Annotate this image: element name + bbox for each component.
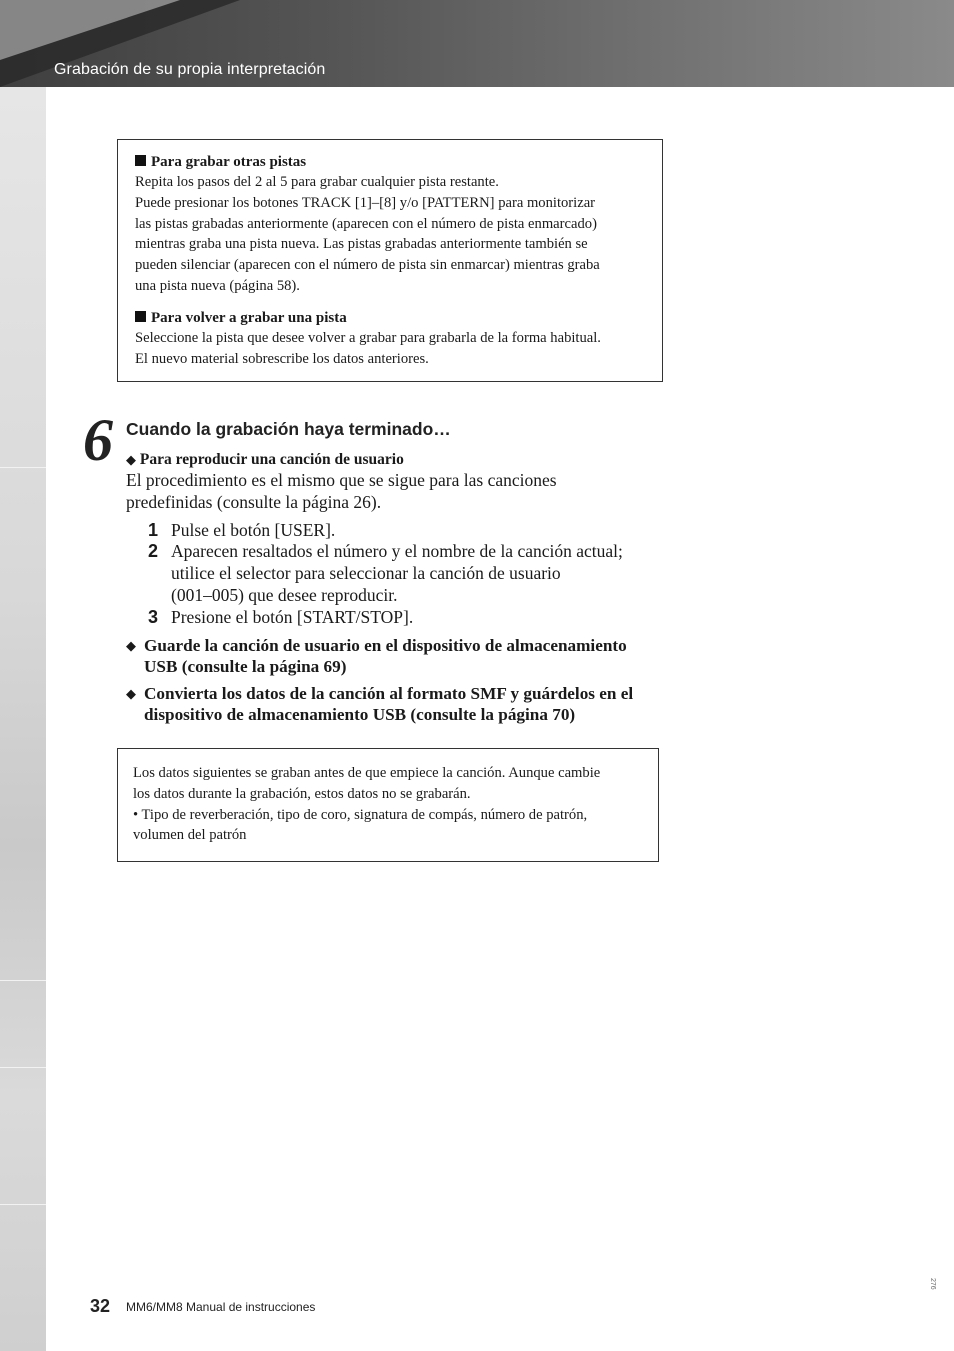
left-margin-strip	[0, 87, 46, 1351]
step-title: Cuando la grabación haya terminado…	[126, 419, 451, 439]
diamond-bullet-icon: ◆	[126, 452, 136, 467]
box-section-heading: Para volver a grabar una pista	[135, 308, 646, 328]
substep-number: 1	[148, 519, 159, 540]
page-number: 32	[90, 1296, 111, 1316]
substep-list	[126, 520, 666, 629]
manual-label: MM6/MM8 Manual de instrucciones	[126, 1300, 316, 1314]
substep-item: 3 Presione el botón [START/STOP].	[148, 606, 414, 627]
chapter-title: Grabación de su propia interpretación	[54, 61, 326, 78]
diamond-bullet-icon: ◆	[126, 637, 136, 653]
note-line: Los datos siguientes se graban antes de que empiece la canción. Aunque cambie	[133, 765, 601, 781]
box-text-line: El nuevo material sobrescribe los datos anteriores.	[135, 350, 429, 367]
strip-divider	[0, 1067, 46, 1068]
note-line: • Tipo de reverberación, tipo de coro, signatura de compás, número de patrón,	[133, 806, 588, 823]
info-box-other-tracks	[117, 139, 663, 382]
box-text-line: las pistas grabadas anteriormente (aparecen con el número de pista enmarcado)	[135, 215, 597, 232]
header-corner-highlight	[0, 0, 180, 60]
box-text-line: Seleccione la pista que desee volver a grabar para grabarla de la forma habitual.	[135, 329, 601, 346]
box-text-line: pueden silenciar (aparecen con el número de pista sin enmarcar) mientras graba	[135, 257, 600, 274]
box-text-line: mientras graba una pista nueva. Las pistas grabadas anteriormente también se	[135, 236, 588, 253]
note-line: los datos durante la grabación, estos datos no se grabarán.	[133, 785, 471, 802]
strip-divider	[0, 1204, 46, 1205]
bold-bullet-item: ◆ Convierta los datos de la canción al formato SMF y guárdelos en el dispositivo de almacenamiento USB (consulte la página 70)	[126, 684, 634, 725]
side-code: 276	[929, 1278, 936, 1290]
box-text-line: Puede presionar los botones TRACK [1]–[8] y/o [PATTERN] para monitorizar	[135, 194, 596, 211]
step-content	[126, 449, 666, 726]
bold-bullet-item: ◆ Guarde la canción de usuario en el dispositivo de almacenamiento USB (consulte la página 69)	[126, 635, 627, 676]
diamond-bullet-icon: ◆	[126, 686, 136, 702]
substep-number: 3	[148, 606, 159, 627]
intro-line: El procedimiento es el mismo que se sigue para las canciones	[126, 470, 557, 490]
subheading: ◆ Para reproducir una canción de usuario	[126, 451, 404, 468]
square-bullet-icon	[135, 155, 146, 166]
substep-number: 2	[148, 541, 159, 562]
strip-divider	[0, 467, 46, 468]
substep-item: 2 Aparecen resaltados el número y el nombre de la canción actual; utilice el selector para seleccionar la canción de usuario (001–005) que desee reproducir.	[148, 541, 623, 605]
square-bullet-icon	[135, 311, 146, 322]
step-number: 6	[83, 407, 113, 473]
box-section-heading: Para grabar otras pistas	[135, 152, 646, 172]
box-text-line: una pista nueva (página 58).	[135, 277, 300, 294]
box-text-line: Repita los pasos del 2 al 5 para grabar cualquier pista restante.	[135, 174, 499, 190]
page-header-band	[0, 0, 954, 87]
substep-item: 1 Pulse el botón [USER].	[148, 519, 336, 540]
note-line: volumen del patrón	[133, 827, 247, 844]
note-box	[117, 748, 659, 862]
intro-line: predefinidas (consulte la página 26).	[126, 491, 382, 512]
strip-divider	[0, 980, 46, 981]
